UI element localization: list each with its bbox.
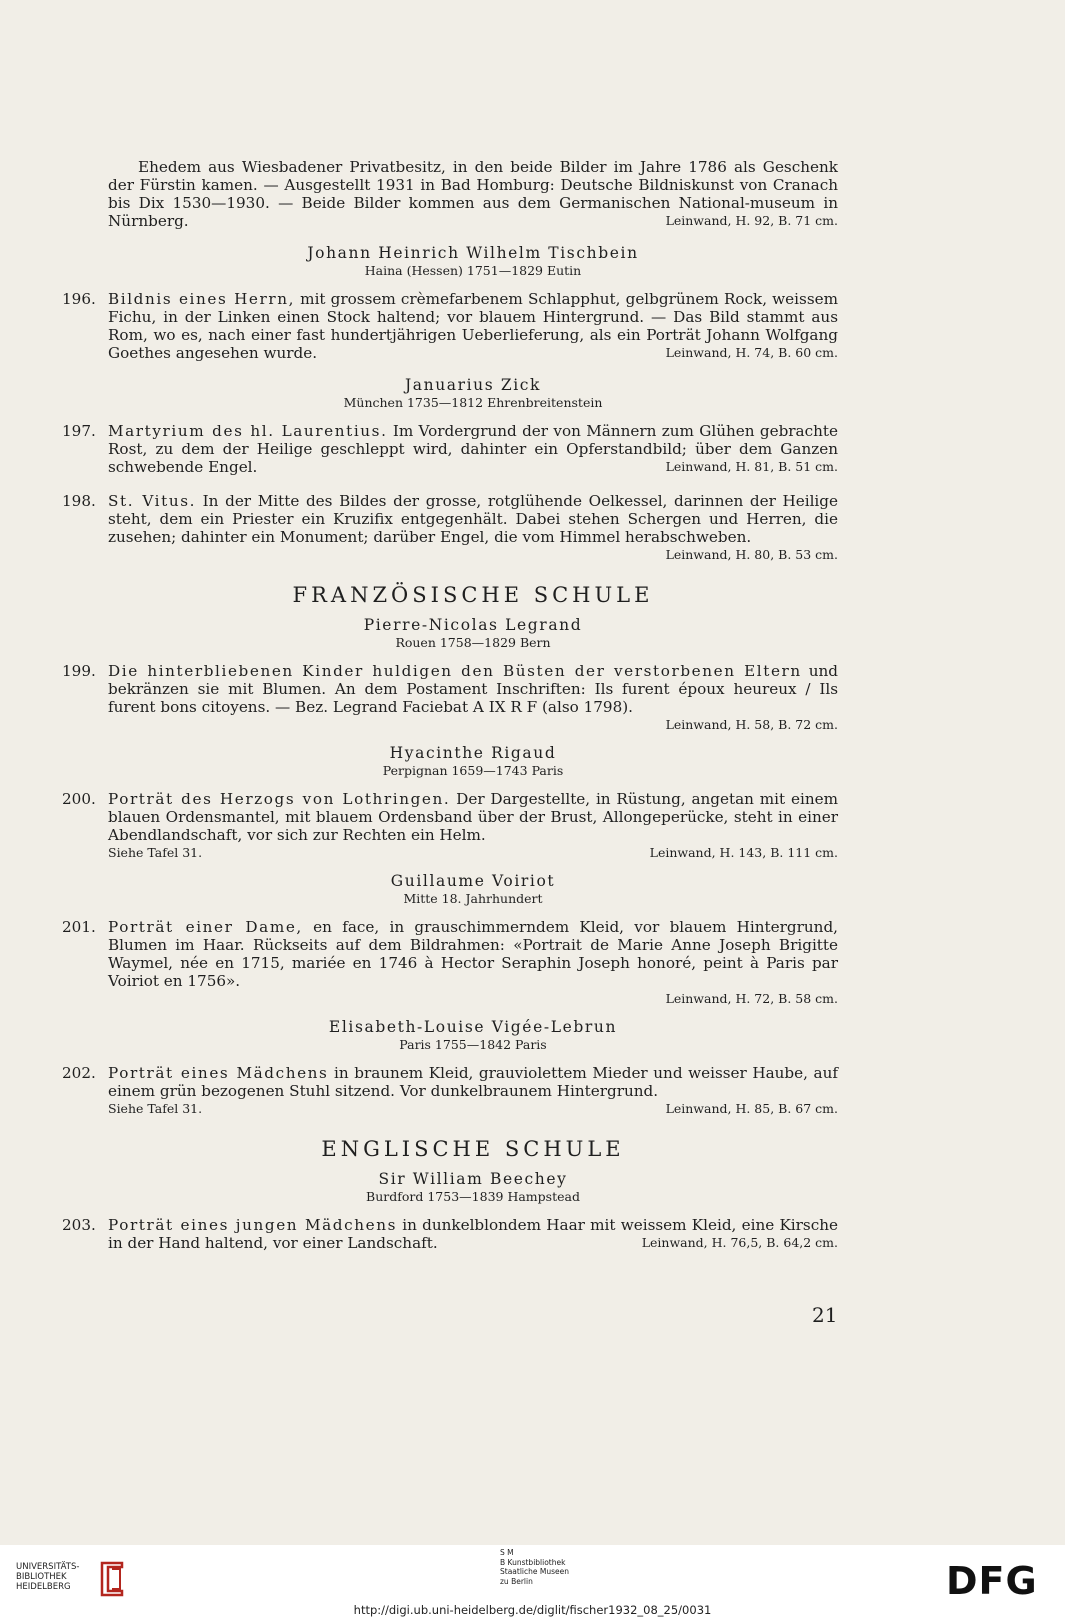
entry-text: und bekränzen sie mit Blumen. An dem Postament Inschriften: Ils furent époux heureux / Ils furent bons citoyens. — Bez. Legrand Faciebat A IX R F (also 1798). <box>108 662 838 716</box>
artist-life: Rouen 1758—1829 Bern <box>395 635 551 650</box>
entry-number: 199. <box>62 662 96 680</box>
entry-text: In der Mitte des Bildes der grosse, rotglühende Oelkessel, darinnen der Heilige steht, dem ein Priester ein Kruzifix entgegenhält. Dabei stehen Schergen und Herren, die zusehen; dahinter ein Monument; darüber Engel, die vom Himmel herabschweben. <box>108 492 838 546</box>
intro-paragraph <box>108 158 838 230</box>
intro-text: Ehedem aus Wiesbadener Privatbesitz, in den beide Bilder im Jahre 1786 als Geschenk der Fürstin kamen. — Ausgestellt 1931 in Bad Homburg: Deutsche Bildniskunst von Cranach bis Dix 1530—1930. — Beide Bilder kommen aus dem Germanischen National-museum in Nürnberg. <box>108 158 838 230</box>
viewer-footer <box>0 1545 1065 1619</box>
entry-footer <box>108 1100 838 1118</box>
entry-title: St. Vitus. <box>108 492 197 510</box>
dimensions: Leinwand, H. 76,5, B. 64,2 cm. <box>641 1235 838 1250</box>
entry-title: Martyrium des hl. Laurentius. <box>108 422 388 440</box>
plate-reference: Siehe Tafel 31. <box>108 1101 203 1116</box>
entry-footer <box>108 844 838 862</box>
entry-number: 202. <box>62 1064 96 1082</box>
entry-number: 200. <box>62 790 96 808</box>
artist-name: Elisabeth-Louise Vigée-Lebrun <box>328 1018 618 1036</box>
artist-name: Hyacinthe Rigaud <box>389 744 557 762</box>
dimensions: Leinwand, H. 58, B. 72 cm. <box>665 717 838 732</box>
artist-name: Pierre-Nicolas Legrand <box>363 616 583 634</box>
university-library-logo-text[interactable] <box>16 1562 79 1592</box>
artist-life: Perpignan 1659—1743 Paris <box>382 763 564 778</box>
catalog-entry-198 <box>62 492 838 564</box>
dimensions: Leinwand, H. 72, B. 58 cm. <box>665 991 838 1006</box>
section-heading-english: ENGLISCHE SCHULE <box>321 1137 625 1161</box>
dimensions: Leinwand, H. 80, B. 53 cm. <box>665 547 838 562</box>
logo-line: zu Berlin <box>500 1576 533 1586</box>
entry-text: Im Vordergrund der von Männern zum Glühen gebrachte Rost, zu dem der Heilige geschleppt wird, dahinter ein Opferstandbild; über dem Ganzen schwebende Engel. <box>108 422 838 476</box>
catalog-entry-196 <box>62 290 838 362</box>
logo-line: HEIDELBERG <box>16 1582 71 1592</box>
page-number: 21 <box>812 1303 838 1327</box>
section-heading-french: FRANZÖSISCHE SCHULE <box>292 583 654 607</box>
logo-line: UNIVERSITÄTS- <box>16 1562 80 1572</box>
entry-text: in dunkelblondem Haar mit weissem Kleid, eine Kirsche in der Hand haltend, vor einer Landschaft. <box>108 1216 838 1252</box>
entry-number: 196. <box>62 290 96 308</box>
logo-line: BIBLIOTHEK <box>16 1572 67 1582</box>
catalog-entry-203 <box>62 1216 838 1252</box>
entry-title: Bildnis eines Herrn, <box>108 290 296 308</box>
catalog-entry-202 <box>62 1064 838 1118</box>
dimensions: Leinwand, H. 74, B. 60 cm. <box>665 345 838 360</box>
dimensions: Leinwand, H. 85, B. 67 cm. <box>665 1101 838 1116</box>
entry-number: 201. <box>62 918 96 936</box>
artist-name: Johann Heinrich Wilhelm Tischbein <box>307 244 639 262</box>
catalog-entry-199 <box>62 662 838 734</box>
plate-reference: Siehe Tafel 31. <box>108 845 203 860</box>
entry-title: Porträt einer Dame, <box>108 918 303 936</box>
entry-text: en face, in grauschimmerndem Kleid, vor blauem Hintergrund, Blumen im Haar. Rückseits auf dem Bildrahmen: «Portrait de Marie Anne Joseph Brigitte Waymel, née en 1715, mariée en 1746 à Hector Seraphin Joseph honoré, peint à Paris par Voiriot en 1756». <box>108 918 838 990</box>
logo-line: Staatliche Museen <box>500 1567 569 1576</box>
smb-kunstbibliothek-logo[interactable] <box>500 1548 569 1586</box>
entry-title: Porträt des Herzogs von Lothringen. <box>108 790 451 808</box>
logo-line: B Kunstbibliothek <box>500 1557 566 1567</box>
artist-life: Burdford 1753—1839 Hampstead <box>366 1189 580 1204</box>
artist-name: Sir William Beechey <box>378 1170 568 1188</box>
artist-name: Guillaume Voiriot <box>390 872 556 890</box>
catalog-entry-200 <box>62 790 838 862</box>
entry-number: 203. <box>62 1216 96 1234</box>
dfg-logo[interactable]: DFG <box>946 1559 1038 1603</box>
entry-title: Porträt eines jungen Mädchens <box>108 1216 397 1234</box>
artist-life: Haina (Hessen) 1751—1829 Eutin <box>364 263 582 278</box>
entry-text: Der Dargestellte, in Rüstung, angetan mit einem blauen Ordensmantel, mit blauem Ordensband über der Brust, Allongeperücke, steht in einer Abendlandschaft, vor sich zur Rechten ein Helm. <box>108 790 838 844</box>
permalink-url[interactable]: http://digi.ub.uni-heidelberg.de/diglit/fischer1932_08_25/0031 <box>353 1603 712 1617</box>
entry-text: mit grossem crèmefarbenem Schlapphut, gelbgrünem Rock, weissem Fichu, in der Linken einen Stock haltend; vor blauem Hintergrund. — Das Bild stammt aus Rom, wo es, nach einer fast hundertjährigen Ueberlieferung, als ein Porträt Johann Wolfgang Goethes angesehen wurde. <box>108 290 838 362</box>
dimensions: Leinwand, H. 143, B. 111 cm. <box>649 845 838 860</box>
catalog-text <box>62 158 838 1262</box>
artist-life: Paris 1755—1842 Paris <box>399 1037 547 1052</box>
entry-text: in braunem Kleid, grauviolettem Mieder und weisser Haube, auf einem grün bezogenen Stuhl sitzend. Vor dunkelbraunem Hintergrund. <box>108 1064 838 1100</box>
catalog-entry-197 <box>62 422 838 476</box>
entry-number: 198. <box>62 492 96 510</box>
logo-line: S M <box>500 1548 514 1557</box>
dimensions: Leinwand, H. 81, B. 51 cm. <box>665 459 838 474</box>
university-library-logo-icon[interactable] <box>98 1559 126 1599</box>
entry-title: Porträt eines Mädchens <box>108 1064 329 1082</box>
entry-title: Die hinterbliebenen Kinder huldigen den Büsten der verstorbenen Eltern <box>108 662 802 680</box>
artist-life: Mitte 18. Jahrhundert <box>403 891 543 906</box>
artist-life: München 1735—1812 Ehrenbreitenstein <box>343 395 603 410</box>
entry-number: 197. <box>62 422 96 440</box>
dimensions: Leinwand, H. 92, B. 71 cm. <box>665 213 838 228</box>
artist-name: Januarius Zick <box>404 376 542 394</box>
catalog-entry-201 <box>62 918 838 1008</box>
